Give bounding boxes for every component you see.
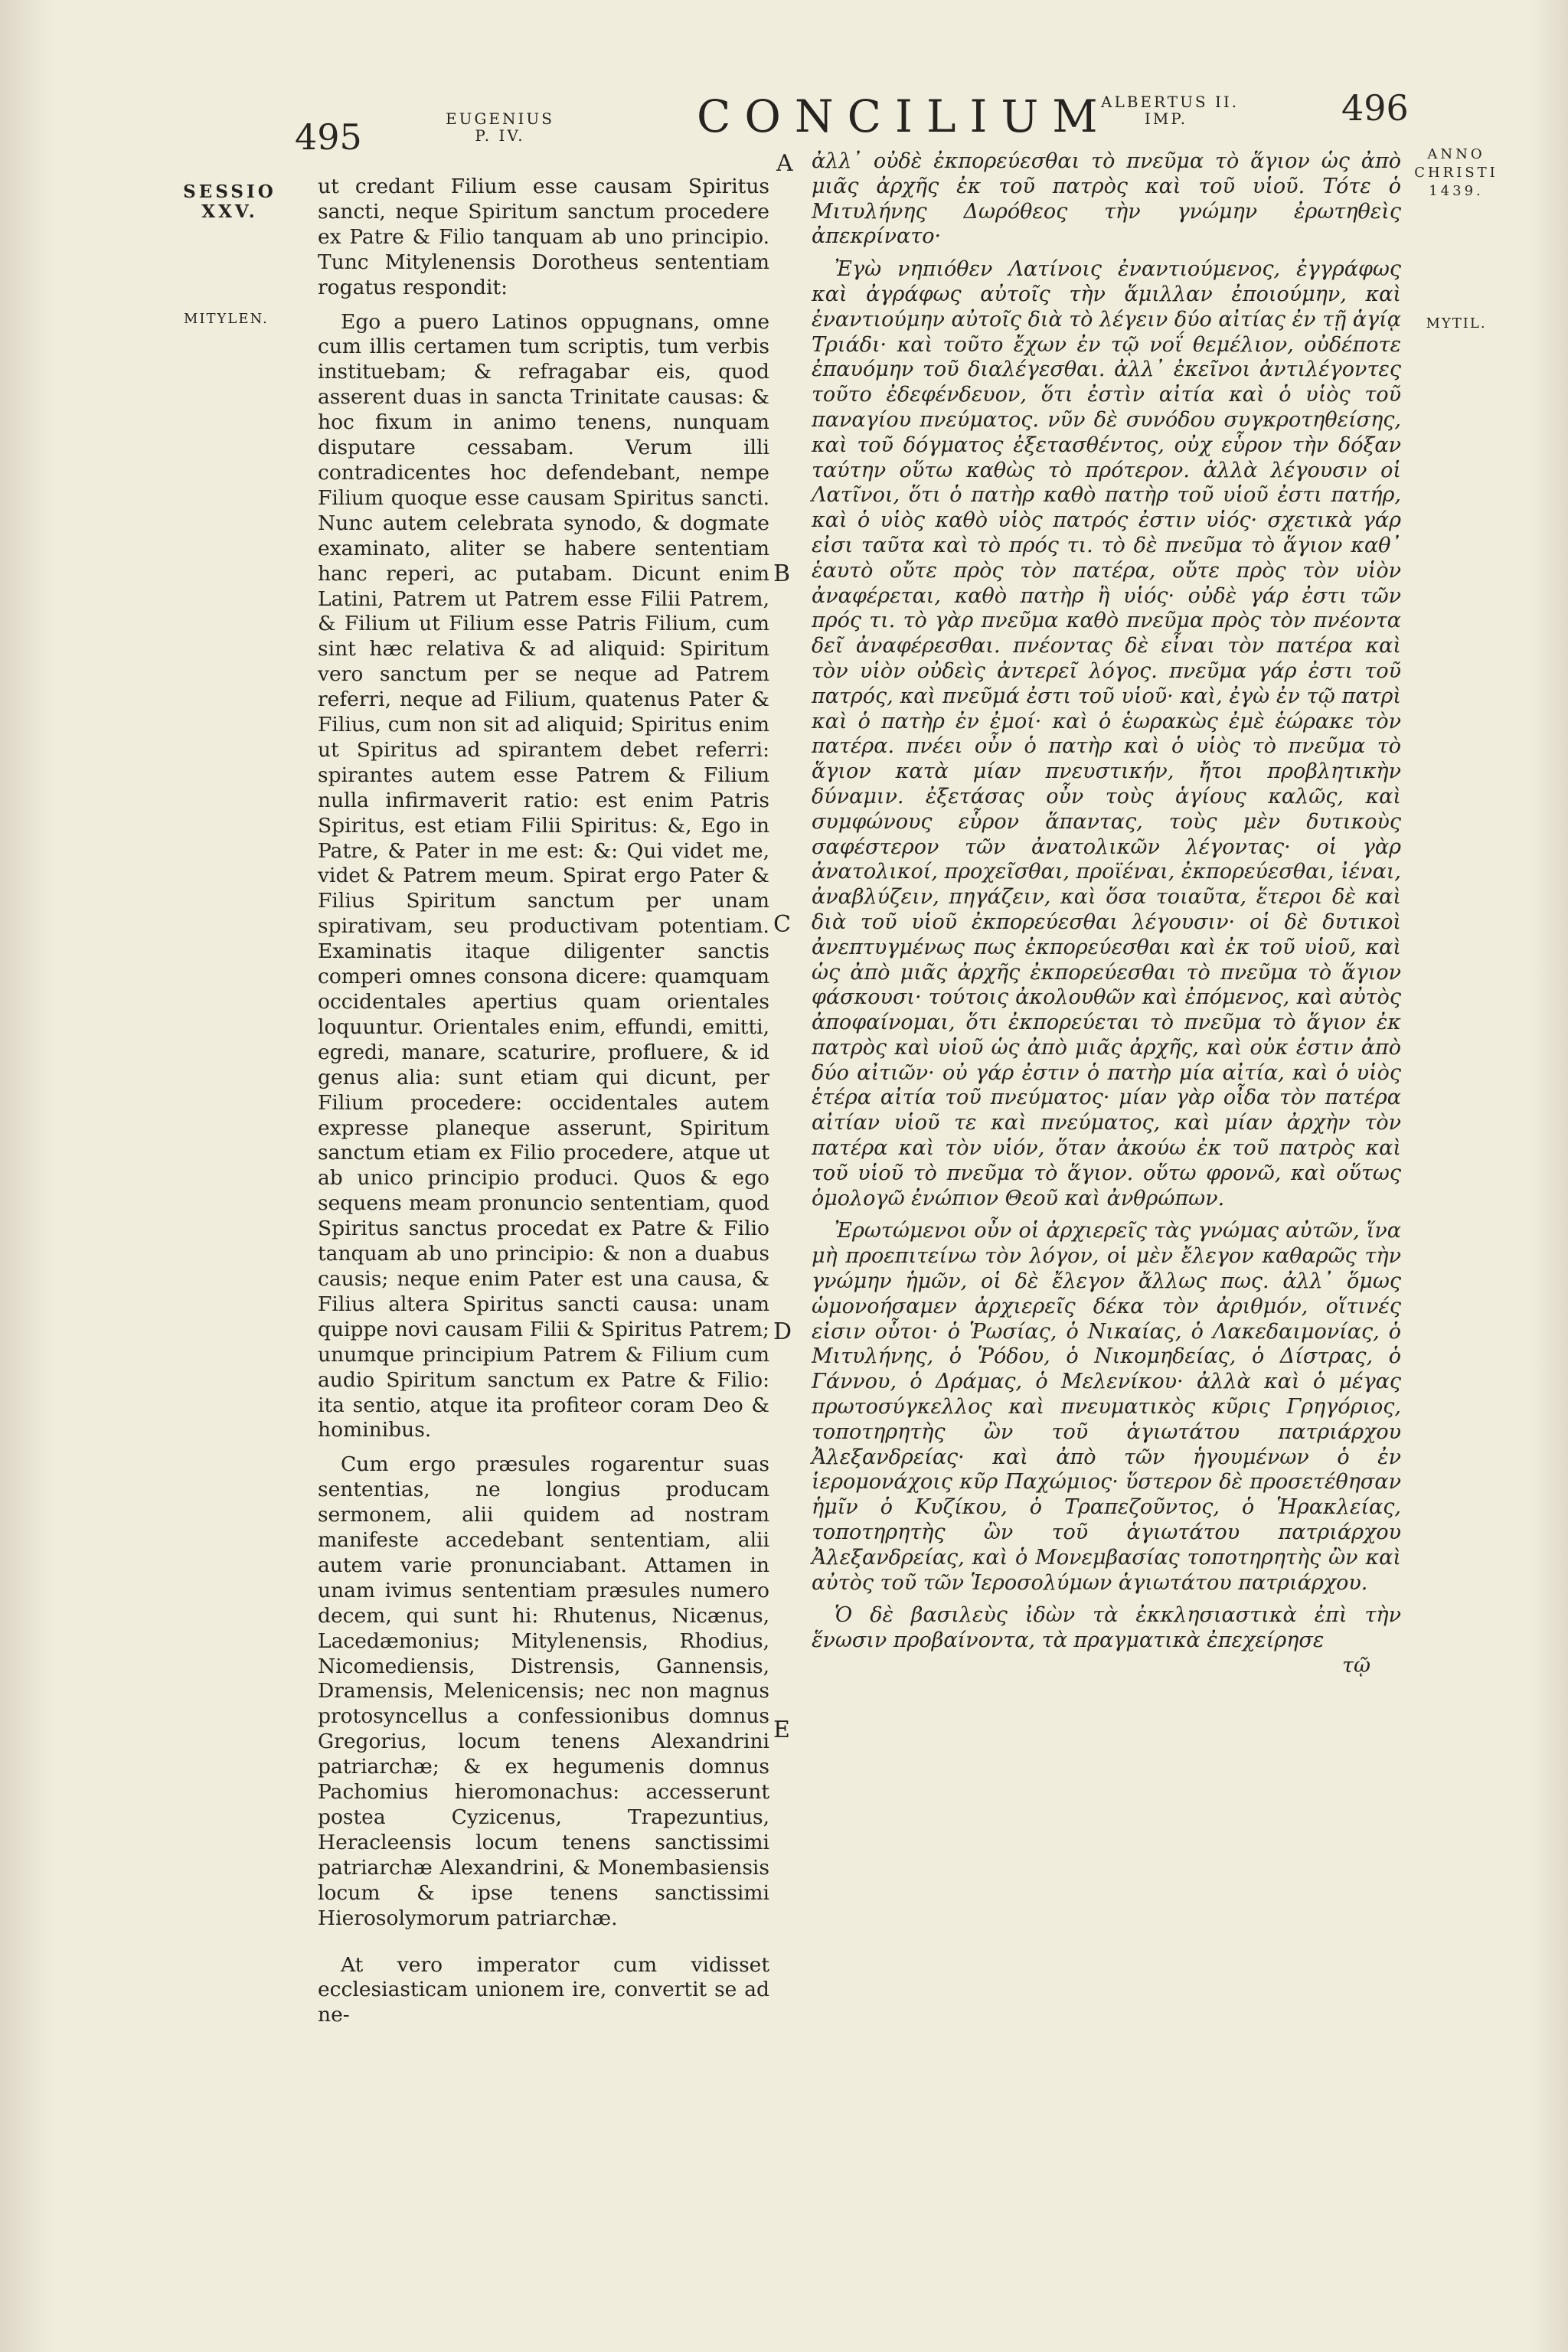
margin-anno-christi: ANNO CHRISTI 1439.	[1414, 146, 1498, 199]
greek-paragraph: Ἐγὼ νηπιόθεν Λατίνοις ἐναντιούμενος, ἐγγράφως καὶ ἀγράφως αὐτοῖς τὴν ἅμιλλαν ἐποιούμην, καὶ ἐναντιούμην αὐτοῖς διὰ τὸ λέγειν δύο αἰτίας ἐν τῇ ἁγίᾳ Τριάδι· καὶ τοῦτο ἔχων ἐν τῷ νοΐ θεμέλιον, οὐδέποτε ἐπαυόμην τοῦ διαλέγεσθαι. ἀλλ᾽ ἐκεῖνοι ἀντιλέγοντες τοῦτο ἐδεφένδευον, ὅτι ἐστὶν αἰτία καὶ ὁ υἱὸς τοῦ παναγίου πνεύματος. νῦν δὲ συνόδου συγκροτηθείσης, καὶ τοῦ δόγματος ἐξετασθέντος, οὐχ εὗρον τὴν δόξαν ταύτην οὕτω καθὼς τὸ πρότερον. ἀλλὰ λέγουσιν οἱ Λατῖνοι, ὅτι ὁ πατὴρ καθὸ πατὴρ τοῦ υἱοῦ ἐστι πατήρ, καὶ ὁ υἱὸς καθὸ υἱὸς πατρός ἐστιν υἱός· σχετικὰ γάρ εἰσι ταῦτα καὶ τὸ πρός τι. τὸ δὲ πνεῦμα τὸ ἅγιον καθ᾽ ἑαυτὸ οὔτε πρὸς τὸν πατέρα, οὔτε πρὸς τὸν υἱὸν ἀναφέρεται, καθὸ πατὴρ ἢ υἱός· οὐδὲ γάρ ἐστι τῶν πρός τι. τὸ γὰρ πνεῦμα καθὸ πνεῦμα πρὸς τὸν πνέοντα δεῖ ἀναφέρεσθαι. πνέοντας δὲ εἶναι τὸν πατέρα καὶ τὸν υἱὸν οὐδεὶς ἀντερεῖ λόγος. πνεῦμα γάρ ἐστι τοῦ πατρός, καὶ πνεῦμά ἐστι τοῦ υἱοῦ· καὶ, ἐγὼ ἐν τῷ πατρὶ καὶ ὁ πατὴρ ἐν ἐμοί· καὶ ὁ ἑωρακὼς ἐμὲ ἑώρακε τὸν πατέρα. πνέει οὖν ὁ πατὴρ καὶ ὁ υἱὸς τὸ πνεῦμα τὸ ἅγιον κατὰ μίαν πνευστικήν, ἤτοι προβλητικὴν δύναμιν. ἐξετάσας οὖν τοὺς ἁγίους καλῶς, καὶ συμφώνους εὗρον ἅπαντας, τοὺς μὲν δυτικοὺς σαφέστερον τῶν ἀνατολικῶν λέγοντας· οἱ γὰρ ἀνατολικοί, προχεῖσθαι, προϊέναι, ἐκπορεύεσθαι, ἰέναι, ἀναβλύζειν, πηγάζειν, καὶ ὅσα τοιαῦτα, ἕτεροι δὲ καὶ διὰ τοῦ υἱοῦ ἐκπορεύεσθαι λέγουσιν· οἱ δὲ δυτικοὶ ἀνεπτυγμένως πως ἐκπορεύεσθαι καὶ ἐκ τοῦ υἱοῦ, καὶ ὡς ἀπὸ μιᾶς ἀρχῆς ἐκπορεύεσθαι τὸ πνεῦμα τὸ ἅγιον φάσκουσι· τούτοις ἀκολουθῶν καὶ ἐπόμενος, καὶ αὐτὸς ἀποφαίνομαι, ὅτι ἐκπορεύεται τὸ πνεῦμα τὸ ἅγιον ἐκ πατρὸς καὶ υἱοῦ ὡς ἀπὸ μιᾶς ἀρχῆς, καὶ οὐκ ἐστιν ἀπὸ δύο αἰτιῶν· οὐ γάρ ἐστιν ὁ πατὴρ μία αἰτία, καὶ ὁ υἱὸς ἑτέρα αἰτία τοῦ πνεύματος· μίαν γὰρ οἶδα τὸν πατέρα αἰτίαν υἱοῦ τε καὶ πνεύματος, καὶ μίαν ἀρχὴν τὸν πατέρα καὶ τὸν υἱόν, ὅταν ἀκούω ἐκ τοῦ πατρὸς καὶ τοῦ υἱοῦ τὸ πνεῦμα τὸ ἅγιον. οὕτω φρονῶ, καὶ οὕτως ὁμολογῶ ἐνώπιον Θεοῦ καὶ ἀνθρώπων.	[812, 257, 1401, 1210]
left-page-number: 495	[295, 116, 362, 158]
right-running-head	[1101, 93, 1240, 128]
right-running-head-line2: IMP.	[1144, 109, 1188, 128]
right-page-number: 496	[1341, 87, 1409, 129]
section-letter-a: A	[776, 150, 793, 177]
left-running-head	[443, 110, 557, 144]
margin-session: SESSIO XXV.	[183, 181, 276, 222]
latin-paragraph: At vero imperator cum vidisset ecclesiasticam unionem ire, convertit se ad ne-	[318, 1952, 769, 2027]
page-title: CONCILIUM	[697, 90, 1112, 142]
section-letter-c: C	[773, 911, 791, 938]
gutter-shadow	[0, 0, 54, 2352]
margin-mitylene: MITYLEN.	[184, 311, 269, 327]
section-letter-d: D	[773, 1318, 792, 1345]
latin-paragraph: ut credant Filium esse causam Spiritus sancti, neque Spiritum sanctum procedere ex Patre & Filio tanquam ab uno principio. Tunc Mitylenensis Dorotheus sententiam rogatus respondit:	[318, 175, 769, 299]
section-letter-e: E	[773, 1717, 790, 1743]
page-edge-shadow	[1530, 0, 1568, 2352]
right-running-head-line1: ALBERTUS II.	[1101, 93, 1240, 111]
greek-paragraph: ἀλλ᾽ οὐδὲ ἐκπορεύεσθαι τὸ πνεῦμα τὸ ἅγιον ὡς ἀπὸ μιᾶς ἀρχῆς ἐκ τοῦ πατρὸς καὶ τοῦ υἱοῦ. Τότε ὁ Μιτυλήνης Δωρόθεος τὴν γνώμην ἐρωτηθεὶς ἀπεκρίνατο·	[812, 149, 1401, 249]
left-running-head-line1: EUGENIUS	[446, 109, 554, 128]
section-letter-b: B	[773, 560, 791, 587]
greek-paragraph: Ὁ δὲ βασιλεὺς ἰδὼν τὰ ἐκκλησιαστικὰ ἐπὶ τὴν ἕνωσιν προβαίνοντα, τὰ πραγματικὰ ἐπεχείρησε	[812, 1603, 1401, 1653]
latin-paragraph: Ego a puero Latinos oppugnans, omne cum illis certamen tum scriptis, tum verbis instituebam; & refragabar eis, quod asserent duas in sancta Trinitate causas: & hoc fixum in animo tenens, nunquam disputare cessabam. Verum illi contradicentes hoc defendebant, nempe Filium quoque esse causam Spiritus sancti. Nunc autem celebrata synodo, & dogmate examinato, aliter se habere sententiam hanc reperi, ac putabam. Dicunt enim Latini, Patrem ut Patrem esse Filii Patrem, & Filium ut Filium esse Patris Filium, cum sint hæc relativa & ad aliquid: Spiritum vero sanctum per se neque ad Patrem referri, neque ad Filium, quatenus Pater & Filius, cum non sit ad aliquid; Spiritus enim ut Spiritus ad spirantem debet referri: spirantes autem esse Patrem & Filium nulla infirmaverit ratio: est enim Patris Spiritus, est etiam Filii Spiritus: &, Ego in Patre, & Pater in me est: &: Qui videt me, videt & Patrem meum. Spirat ergo Pater & Filius Spiritum sanctum per unam spirativam, seu productivam potentiam. Examinatis itaque diligenter sanctis comperi omnes consona dicere: quamquam occidentales apertius quam orientales loquuntur. Orientales enim, effundi, emitti, egredi, manare, scaturire, profluere, & id genus alia: sunt etiam qui dicunt, per Filium procedere: occidentales autem expresse planeque asserunt, Spiritum sanctum etiam ex Filio procedere, atque ut ab unico principio produci. Quos & ego sequens meam pronuncio sententiam, quod Spiritus sanctus procedat ex Patre & Filio tanquam ab uno principio: & non a duabus causis; neque enim Pater est una causa, & Filius altera Spiritus sancti causa: unam quippe novi causam Filii & Spiritus Patrem; unumque principium Patrem & Filium cum audio Spiritum sanctum ex Patre & Filio: ita sentio, atque ita profiteor coram Deo & hominibus.	[318, 309, 769, 1442]
catchword: τῷ	[1342, 1654, 1370, 1678]
left-running-head-line2: P. IV.	[475, 126, 525, 145]
greek-column	[812, 149, 1401, 1679]
latin-column	[318, 175, 769, 2028]
margin-mytil: MYTIL.	[1426, 315, 1487, 332]
latin-paragraph: Cum ergo præsules rogarentur suas sententias, ne longius producam sermonem, alii quidem ad nostram manifeste accedebant sententiam, alii autem varie pronunciabant. Attamen in unam ivimus sententiam præsules numero decem, qui sunt hi: Rhutenus, Nicænus, Lacedæmonius; Mitylenensis, Rhodius, Nicomediensis, Distrensis, Gannensis, Dramensis, Melenicensis; nec non magnus protosyncellus a confessionibus domnus Gregorius, locum tenens Alexandrini patriarchæ; & ex hegumenis domnus Pachomius hieromonachus: accesserunt postea Cyzicenus, Trapezuntius, Heracleensis locum tenens sanctissimi patriarchæ Alexandrini, & Monembasiensis locum & ipse tenens sanctissimi Hierosolymorum patriarchæ.	[318, 1452, 769, 1930]
greek-paragraph: Ἐρωτώμενοι οὖν οἱ ἀρχιερεῖς τὰς γνώμας αὐτῶν, ἵνα μὴ προεπιτείνω τὸν λόγον, οἱ μὲν ἔλεγον καθαρῶς τὴν γνώμην ἡμῶν, οἱ δὲ ἔλεγον ἄλλως πως. ἀλλ᾽ ὅμως ὡμονοήσαμεν ἀρχιερεῖς δέκα τὸν ἀριθμόν, οἵτινές εἰσιν οὗτοι· ὁ Ῥωσίας, ὁ Νικαίας, ὁ Λακεδαιμονίας, ὁ Μιτυλήνης, ὁ Ῥόδου, ὁ Νικομηδείας, ὁ Δίστρας, ὁ Γάννου, ὁ Δράμας, ὁ Μελενίκου· ἀλλὰ καὶ ὁ μέγας πρωτοσύγκελλος καὶ πνευματικὸς κῦρις Γρηγόριος, τοποτηρητὴς ὢν τοῦ ἁγιωτάτου πατριάρχου Ἀλεξανδρείας· καὶ ἀπὸ τῶν ἡγουμένων ὁ ἐν ἱερομονάχοις κῦρ Παχώμιος· ὕστερον δὲ προσετέθησαν ἡμῖν ὁ Κυζίκου, ὁ Τραπεζοῦντος, ὁ Ἡρακλείας, τοποτηρητὴς ὢν τοῦ ἁγιωτάτου πατριάρχου Ἀλεξανδρείας, καὶ ὁ Μονεμβασίας τοποτηρητὴς ὢν καὶ αὐτὸς τοῦ τῶν Ἱεροσολύμων ἁγιωτάτου πατριάρχου.	[812, 1219, 1401, 1595]
